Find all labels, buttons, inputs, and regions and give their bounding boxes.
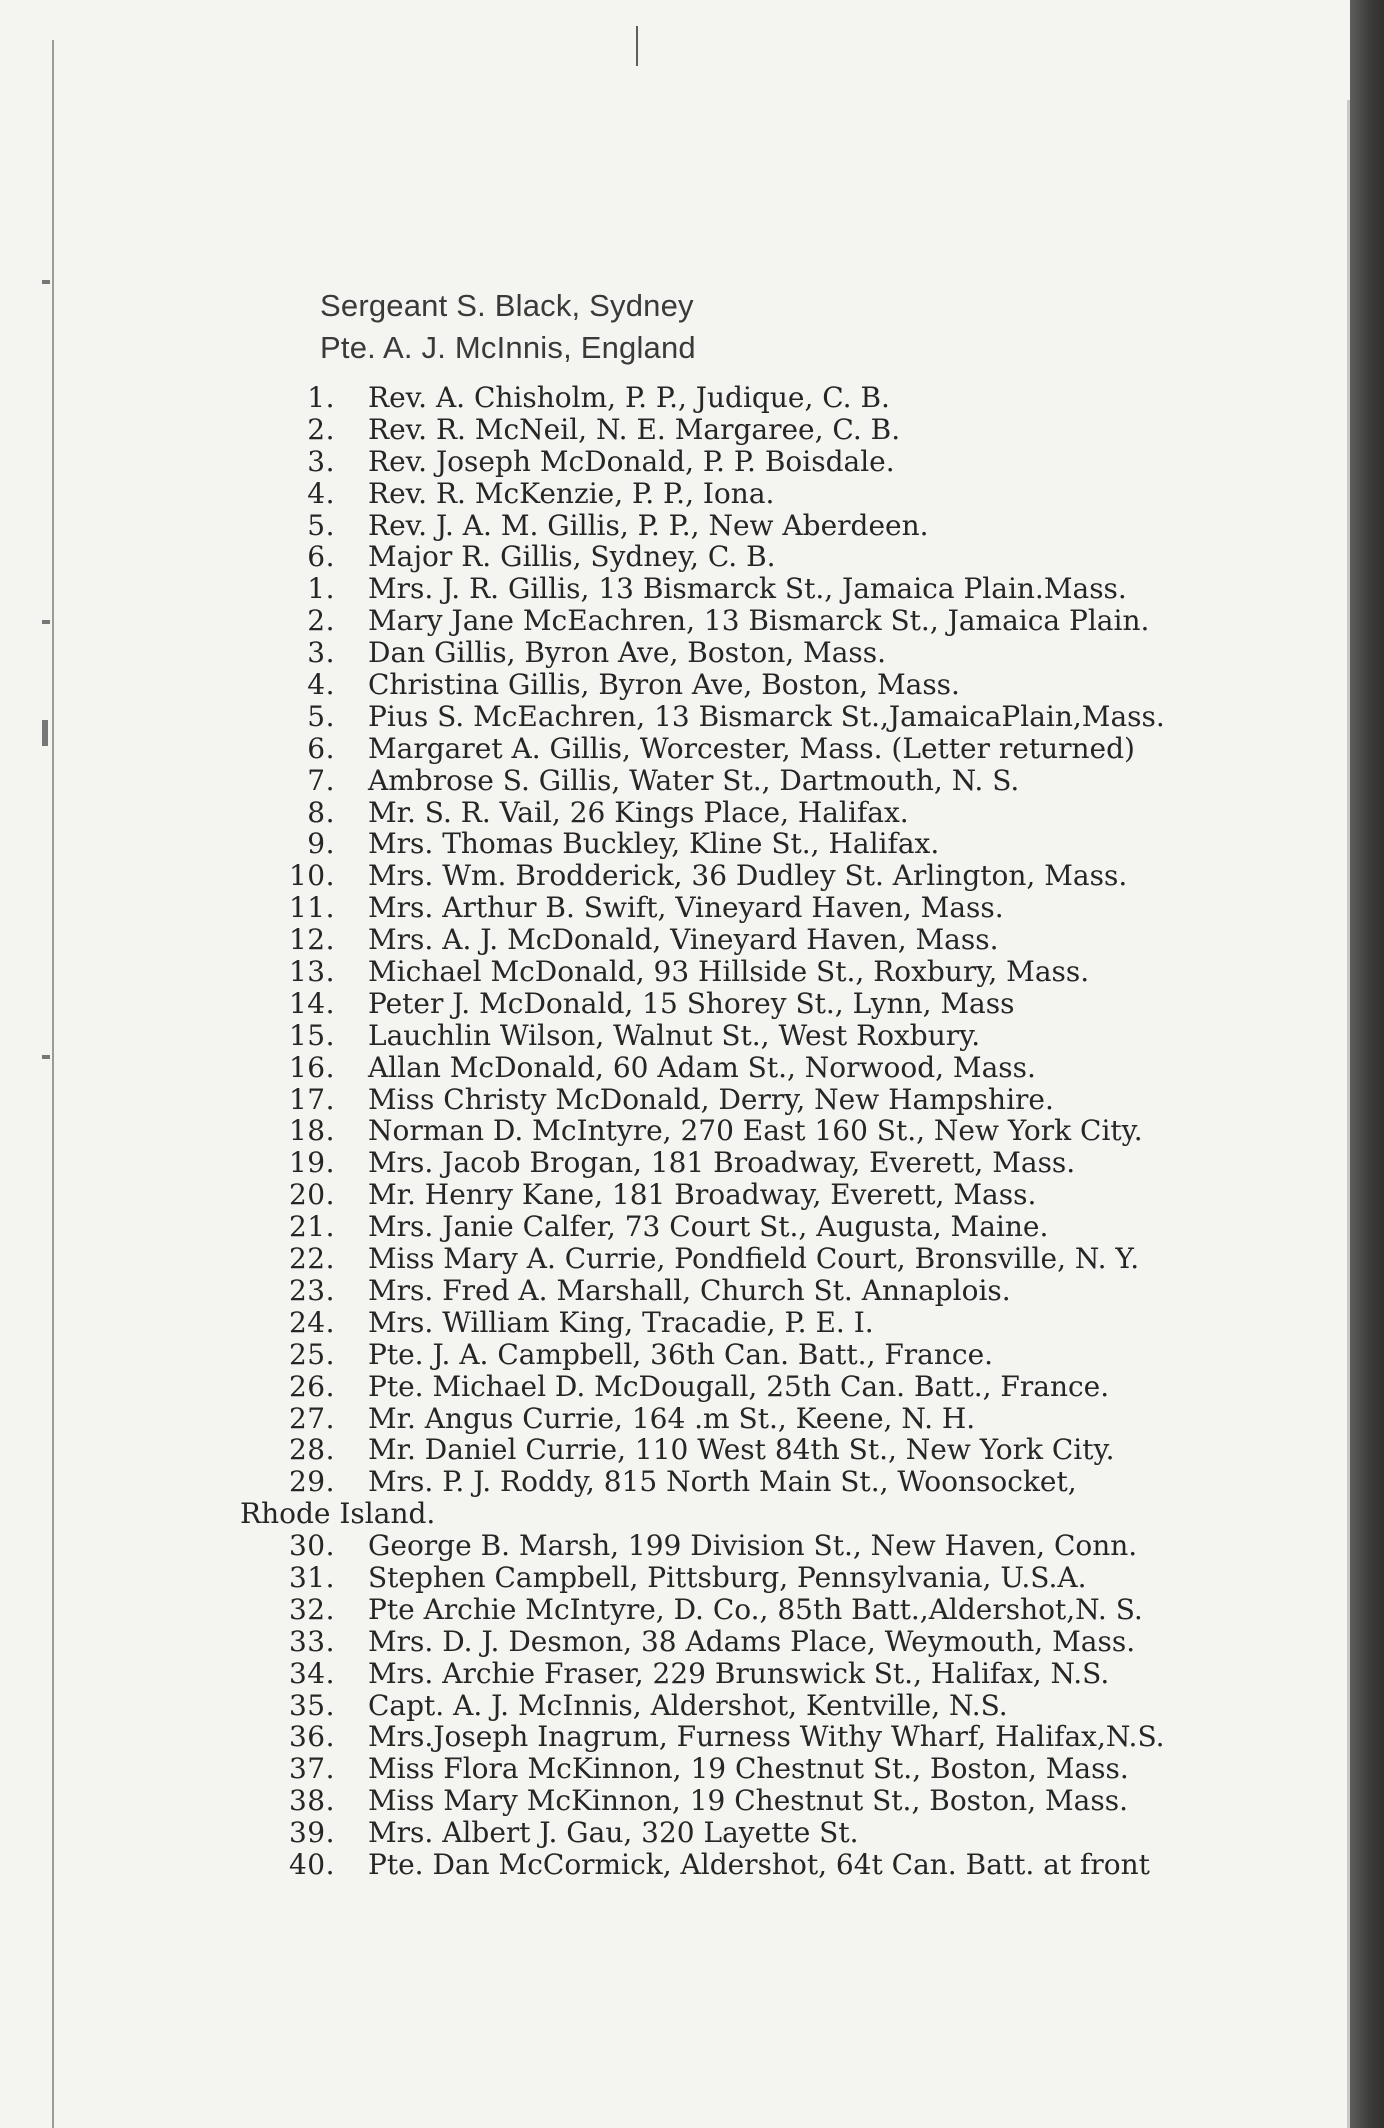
entry-number: 25. [288, 1337, 335, 1371]
entry-text: Mrs. Thomas Buckley, Kline St., Halifax. [368, 827, 940, 861]
entry-number: 7. [307, 763, 335, 797]
list-item [240, 541, 1240, 573]
list-item [240, 988, 1240, 1020]
list-item [240, 797, 1240, 829]
list-item [240, 1530, 1240, 1562]
entry-text: Mrs.Joseph Inagrum, Furness Withy Wharf, Halifax,N.S. [368, 1720, 1165, 1754]
entry-number: 31. [288, 1560, 335, 1594]
entry-text: Rhode Island. [240, 1497, 436, 1531]
list-item [240, 1052, 1240, 1084]
entry-text: George B. Marsh, 199 Division St., New Haven, Conn. [368, 1529, 1138, 1563]
entry-text: Mrs. Albert J. Gau, 320 Layette St. [368, 1816, 859, 1850]
entry-text: Mrs. J. R. Gillis, 13 Bismarck St., Jamaica Plain.Mass. [368, 572, 1127, 606]
list-item [240, 1690, 1240, 1722]
entry-text: Mrs. Jacob Brogan, 181 Broadway, Everett, Mass. [368, 1146, 1076, 1180]
entry-text: Christina Gillis, Byron Ave, Boston, Mass. [368, 668, 960, 702]
entry-text: Ambrose S. Gillis, Water St., Dartmouth, N. S. [368, 763, 1020, 797]
entry-number: 33. [288, 1624, 335, 1658]
entry-number: 36. [288, 1720, 335, 1754]
entry-number: 3. [307, 636, 335, 670]
entry-number: 40. [288, 1847, 335, 1881]
entry-text: Major R. Gillis, Sydney, C. B. [368, 540, 776, 574]
entry-text: Miss Christy McDonald, Derry, New Hampshire. [368, 1082, 1054, 1116]
entry-number: 28. [288, 1433, 335, 1467]
margin-mark [42, 620, 50, 624]
entry-text: Mrs. Archie Fraser, 229 Brunswick St., Halifax, N.S. [368, 1656, 1110, 1690]
entry-text: Margaret A. Gillis, Worcester, Mass. (Letter returned) [368, 731, 1135, 765]
entry-number: 2. [307, 604, 335, 638]
entry-text: Mr. S. R. Vail, 26 Kings Place, Halifax. [368, 795, 909, 829]
entry-text: Pte. J. A. Campbell, 36th Can. Batt., France. [368, 1337, 994, 1371]
entry-text: Pte. Dan McCormick, Aldershot, 64t Can. Batt. at front [368, 1847, 1150, 1881]
entry-number: 17. [288, 1082, 335, 1116]
list-item [240, 1594, 1240, 1626]
list-item [240, 1721, 1240, 1753]
margin-mark [42, 1055, 50, 1059]
entry-text: Mrs. Fred A. Marshall, Church St. Annaplois. [368, 1273, 1011, 1307]
entry-text: Pte Archie McIntyre, D. Co., 85th Batt.,Aldershot,N. S. [368, 1592, 1143, 1626]
entry-number: 4. [307, 668, 335, 702]
entry-text: Mr. Angus Currie, 164 .m St., Keene, N. H. [368, 1401, 976, 1435]
list-item [240, 1753, 1240, 1785]
entry-text: Mrs. D. J. Desmon, 38 Adams Place, Weymouth, Mass. [368, 1624, 1136, 1658]
entry-text: Rev. R. McKenzie, P. P., Iona. [368, 476, 775, 510]
list-item [240, 637, 1240, 669]
entry-text: Capt. A. J. McInnis, Aldershot, Kentville, N.S. [368, 1688, 1008, 1722]
list-item [240, 1179, 1240, 1211]
entry-number: 6. [307, 540, 335, 574]
entry-text: Mrs. A. J. McDonald, Vineyard Haven, Mass. [368, 923, 999, 957]
entry-text: Mrs. William King, Tracadie, P. E. I. [368, 1305, 874, 1339]
entry-text: Mr. Daniel Currie, 110 West 84th St., New York City. [368, 1433, 1115, 1467]
entry-text: Norman D. McIntyre, 270 East 160 St., New York City. [368, 1114, 1143, 1148]
list-item [240, 1849, 1240, 1881]
entry-number: 26. [288, 1369, 335, 1403]
list-item [240, 478, 1240, 510]
list-item [240, 1626, 1240, 1658]
list-item [240, 860, 1240, 892]
entry-text: Miss Mary A. Currie, Pondfield Court, Bronsville, N. Y. [368, 1242, 1140, 1276]
list-item [240, 414, 1240, 446]
entry-number: 6. [307, 731, 335, 765]
entry-text: Rev. R. McNeil, N. E. Margaree, C. B. [368, 412, 901, 446]
entry-number: 14. [288, 986, 335, 1020]
list-item [240, 573, 1240, 605]
entry-number: 11. [288, 891, 335, 925]
entry-number: 27. [288, 1401, 335, 1435]
entry-list [240, 382, 1240, 1881]
list-item [240, 1562, 1240, 1594]
binding-mark [636, 26, 638, 66]
list-item [240, 828, 1240, 860]
list-item [240, 956, 1240, 988]
header-line-1: Sergeant S. Black, Sydney [320, 288, 694, 323]
entry-text: Michael McDonald, 93 Hillside St., Roxbury, Mass. [368, 955, 1090, 989]
list-item [240, 1020, 1240, 1052]
entry-number: 24. [288, 1305, 335, 1339]
entry-text: Stephen Campbell, Pittsburg, Pennsylvania, U.S.A. [368, 1560, 1087, 1594]
entry-number: 37. [288, 1752, 335, 1786]
page-edge [52, 40, 54, 2128]
list-item [240, 1498, 1240, 1530]
list-item [240, 1211, 1240, 1243]
entry-text: Rev. J. A. M. Gillis, P. P., New Aberdeen. [368, 508, 929, 542]
list-item [240, 1275, 1240, 1307]
entry-number: 2. [307, 412, 335, 446]
list-item [240, 1434, 1240, 1466]
entry-text: Dan Gillis, Byron Ave, Boston, Mass. [368, 636, 887, 670]
list-item [240, 701, 1240, 733]
margin-mark [42, 280, 50, 284]
list-item [240, 1115, 1240, 1147]
list-item [240, 924, 1240, 956]
entry-text: Miss Mary McKinnon, 19 Chestnut St., Boston, Mass. [368, 1784, 1128, 1818]
list-item [240, 1466, 1240, 1498]
entry-number: 15. [288, 1018, 335, 1052]
entry-text: Rev. Joseph McDonald, P. P. Boisdale. [368, 444, 895, 478]
entry-text: Peter J. McDonald, 15 Shorey St., Lynn, Mass [368, 986, 1015, 1020]
list-item [240, 1403, 1240, 1435]
entry-text: Lauchlin Wilson, Walnut St., West Roxbury. [368, 1018, 981, 1052]
list-item [240, 1243, 1240, 1275]
entry-number: 8. [307, 795, 335, 829]
header-line-2: Pte. A. J. McInnis, England [320, 330, 696, 365]
list-item [240, 1371, 1240, 1403]
margin-mark [42, 720, 48, 746]
list-item [240, 1658, 1240, 1690]
entry-number: 9. [307, 827, 335, 861]
entry-number: 10. [288, 859, 335, 893]
list-item [240, 892, 1240, 924]
entry-text: Mrs. P. J. Roddy, 815 North Main St., Woonsocket, [368, 1465, 1077, 1499]
list-item [240, 669, 1240, 701]
entry-number: 20. [288, 1178, 335, 1212]
entry-number: 23. [288, 1273, 335, 1307]
entry-text: Allan McDonald, 60 Adam St., Norwood, Mass. [368, 1050, 1036, 1084]
entry-text: Mary Jane McEachren, 13 Bismarck St., Jamaica Plain. [368, 604, 1150, 638]
list-item [240, 1307, 1240, 1339]
entry-number: 4. [307, 476, 335, 510]
entry-number: 3. [307, 444, 335, 478]
entry-number: 5. [307, 508, 335, 542]
entry-number: 35. [288, 1688, 335, 1722]
entry-text: Pius S. McEachren, 13 Bismarck St.,JamaicaPlain,Mass. [368, 699, 1165, 733]
entry-number: 16. [288, 1050, 335, 1084]
list-item [240, 765, 1240, 797]
entry-text: Rev. A. Chisholm, P. P., Judique, C. B. [368, 381, 890, 414]
book-spine [1350, 0, 1384, 2128]
entry-number: 5. [307, 699, 335, 733]
entry-number: 21. [288, 1210, 335, 1244]
entry-text: Mrs. Janie Calfer, 73 Court St., Augusta, Maine. [368, 1210, 1049, 1244]
list-item [240, 605, 1240, 637]
list-item [240, 1339, 1240, 1371]
entry-number: 34. [288, 1656, 335, 1690]
list-item [240, 1147, 1240, 1179]
list-item [240, 510, 1240, 542]
entry-number: 29. [288, 1465, 335, 1499]
entry-text: Miss Flora McKinnon, 19 Chestnut St., Boston, Mass. [368, 1752, 1129, 1786]
entry-number: 30. [288, 1529, 335, 1563]
entry-number: 13. [288, 955, 335, 989]
list-item [240, 382, 1240, 414]
entry-number: 18. [288, 1114, 335, 1148]
entry-number: 38. [288, 1784, 335, 1818]
entry-text: Pte. Michael D. McDougall, 25th Can. Batt., France. [368, 1369, 1110, 1403]
list-item [240, 1084, 1240, 1116]
entry-number: 19. [288, 1146, 335, 1180]
entry-number: 32. [288, 1592, 335, 1626]
entry-number: 1. [307, 381, 335, 414]
entry-number: 39. [288, 1816, 335, 1850]
entry-text: Mrs. Arthur B. Swift, Vineyard Haven, Mass. [368, 891, 1004, 925]
entry-number: 1. [307, 572, 335, 606]
entry-number: 12. [288, 923, 335, 957]
list-item [240, 1785, 1240, 1817]
entry-text: Mrs. Wm. Brodderick, 36 Dudley St. Arlington, Mass. [368, 859, 1128, 893]
page-edge-right [1347, 100, 1350, 2128]
list-item [240, 733, 1240, 765]
entry-number: 22. [288, 1242, 335, 1276]
list-item [240, 446, 1240, 478]
list-item [240, 1817, 1240, 1849]
entry-text: Mr. Henry Kane, 181 Broadway, Everett, Mass. [368, 1178, 1037, 1212]
